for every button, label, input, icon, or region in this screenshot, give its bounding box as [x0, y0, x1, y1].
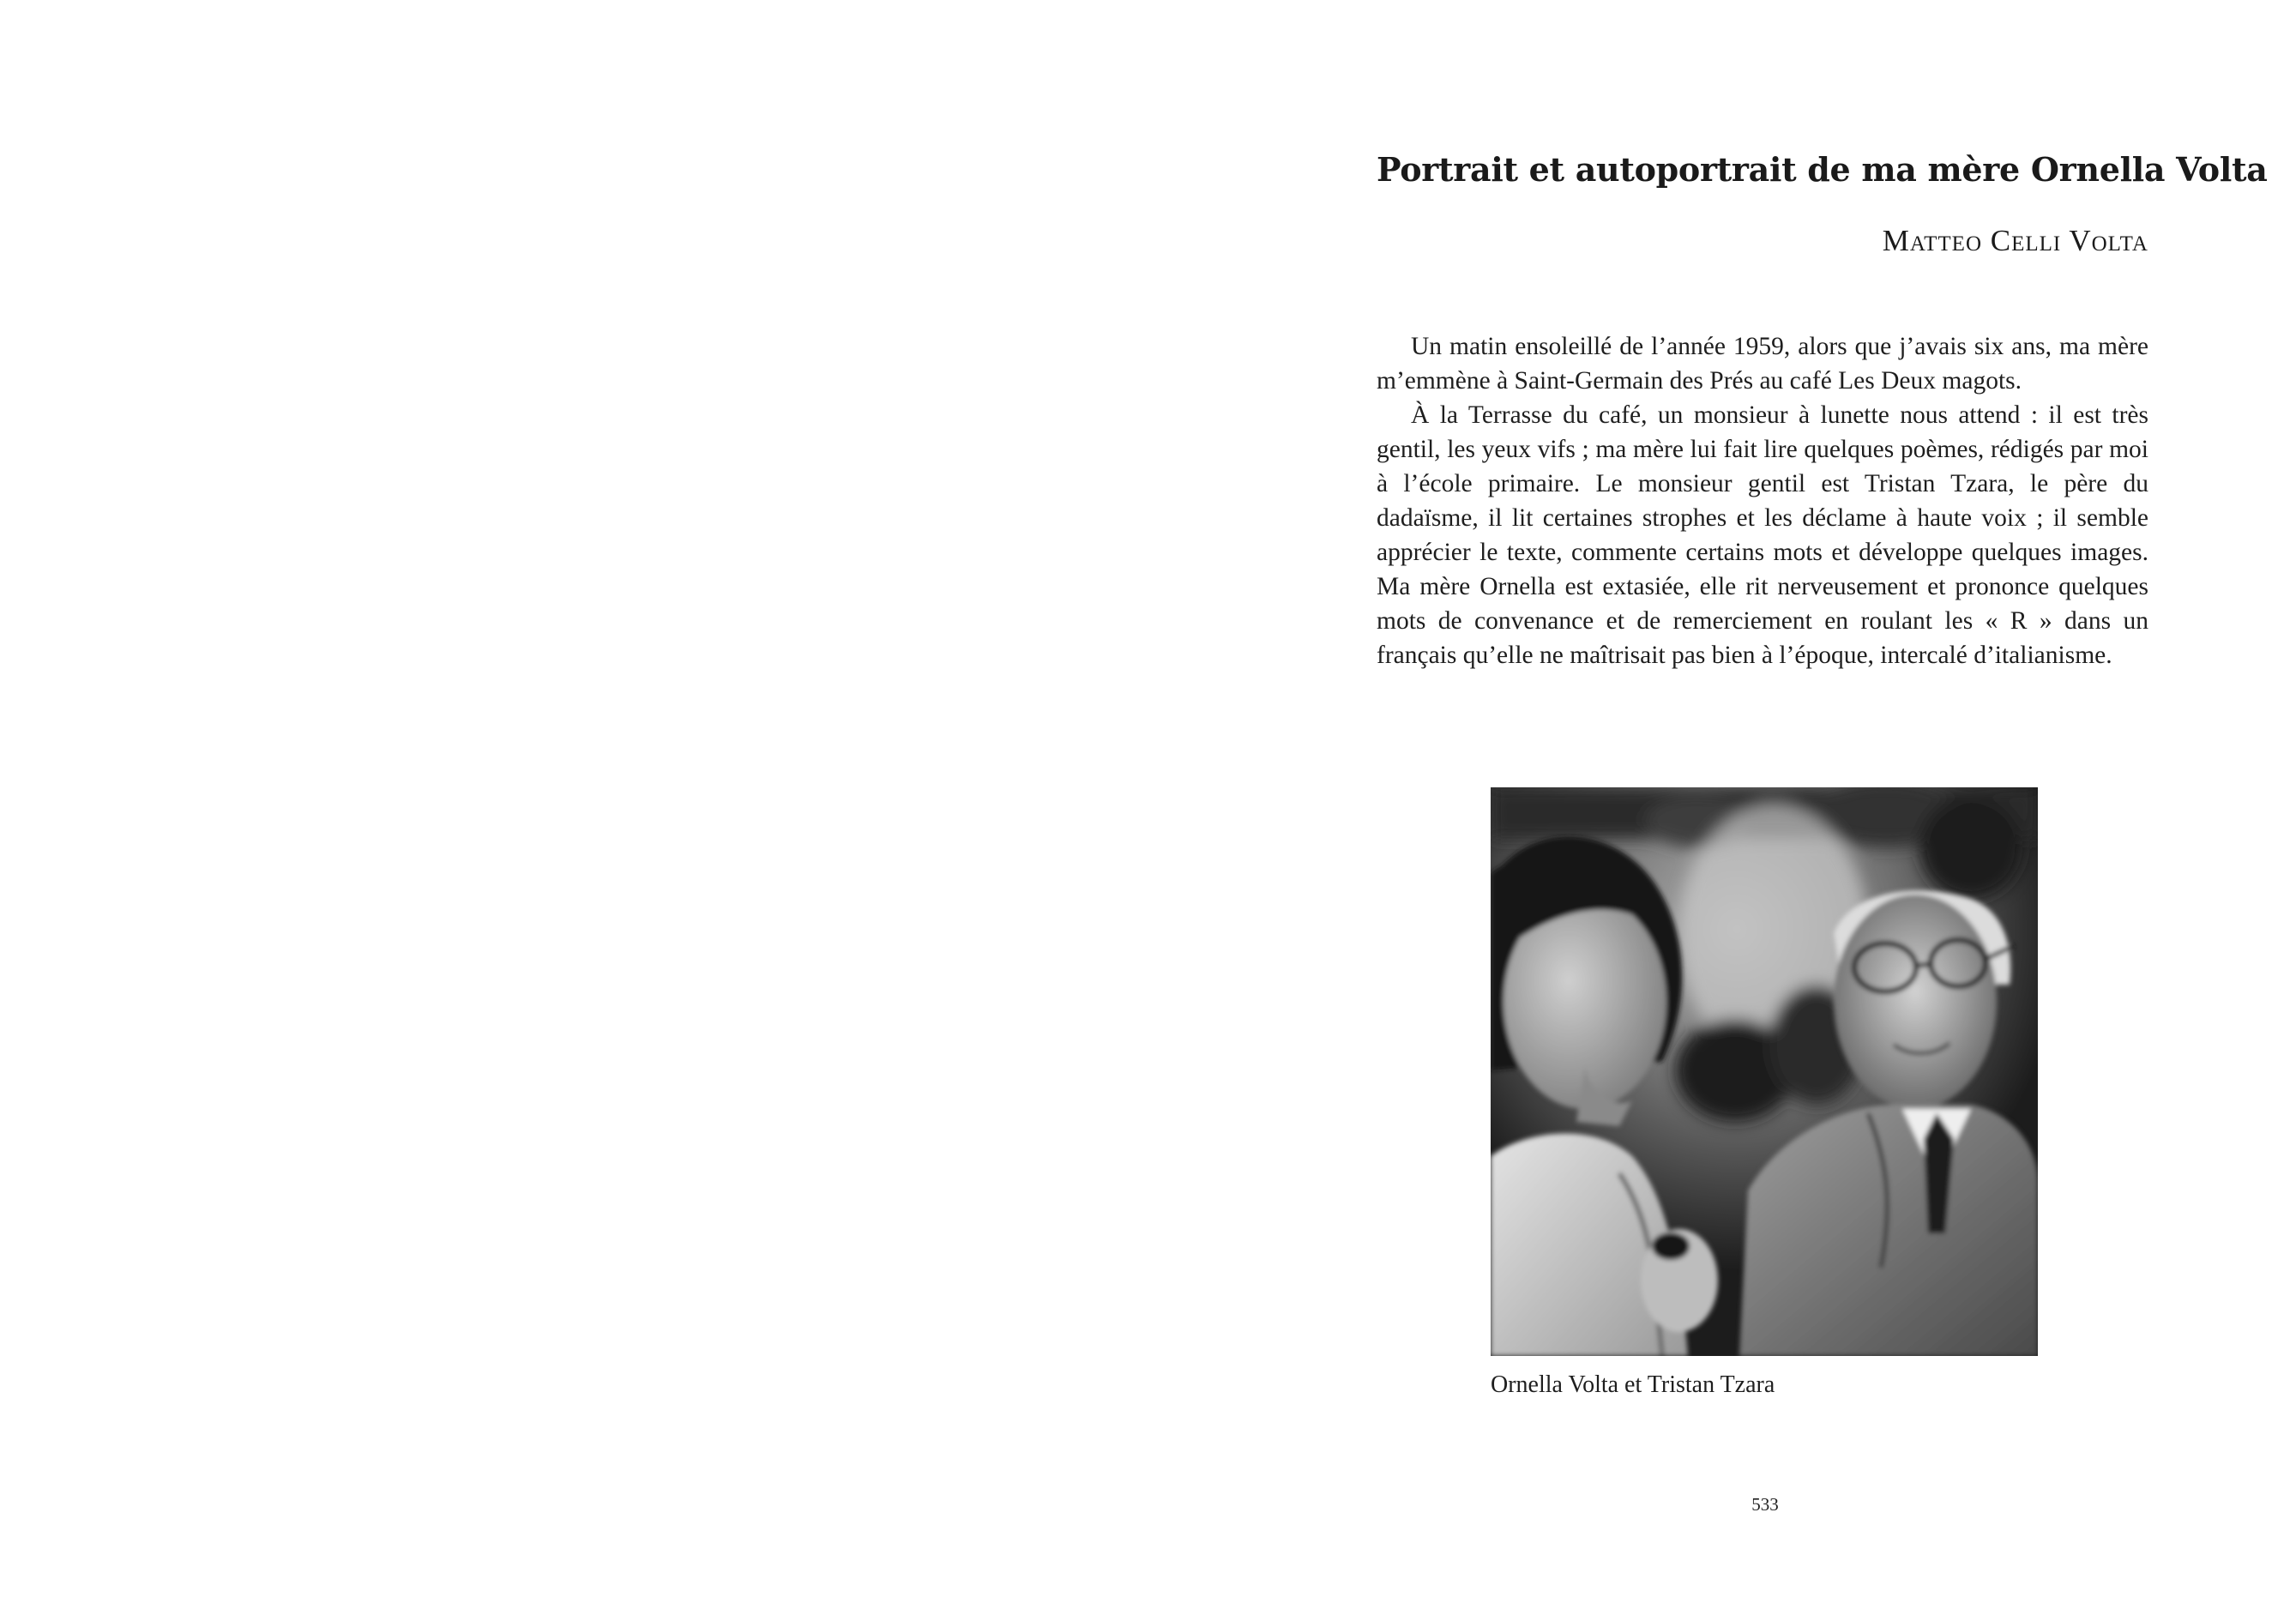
article-body [1377, 329, 2148, 672]
page-number: 533 [1751, 1494, 1779, 1515]
article-title: Portrait et autoportrait de ma mère Ornella Volta [1377, 150, 2268, 189]
right-page [1148, 0, 2296, 1621]
author-name: Matteo Celli Volta [1882, 224, 2148, 257]
paragraph-1: Un matin ensoleillé de l’année 1959, alors que j’avais six ans, ma mère m’emmène à Saint-Germain des Prés au café Les Deux magots. [1377, 333, 2148, 395]
paragraph-2: À la Terrasse du café, un monsieur à lunette nous attend : il est très gentil, les yeux vifs ; ma mère lui fait lire quelques poèmes, rédigés par moi à l’école primaire. Le monsieur gentil est Tristan Tzara, le père du dadaïsme, il lit certaines strophes et les déclame à haute voix ; il semble apprécier le texte, commente certains mots et développe quelques images. Ma mère Ornella est extasiée, elle rit nerveusement et prononce quelques mots de convenance et de remerciement en roulant les « R » dans un français qu’elle ne maîtrisait pas bien à l’époque, intercalé d’italianisme. [1377, 401, 2148, 669]
photo-caption: Ornella Volta et Tristan Tzara [1491, 1371, 1775, 1398]
photo-ornella-volta-tristan-tzara [1491, 787, 2038, 1356]
